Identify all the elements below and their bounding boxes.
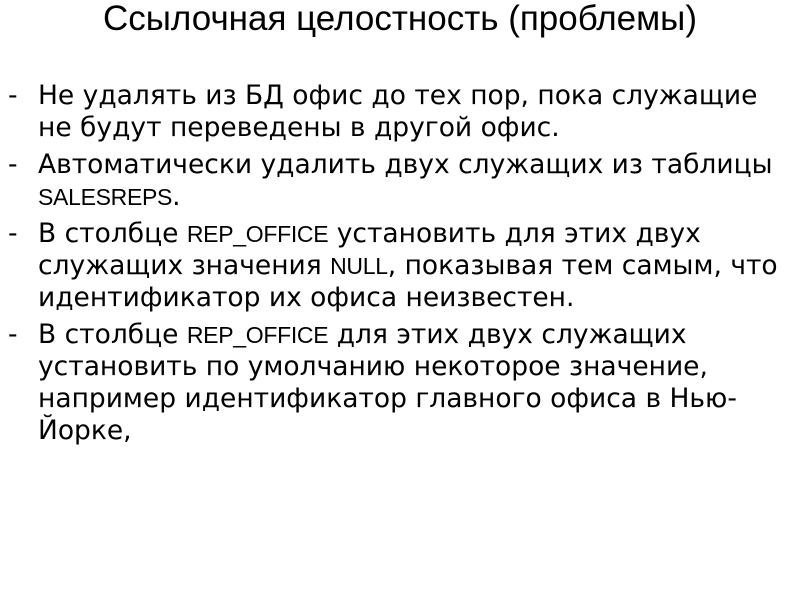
column-name-code: REP_OFFICE <box>186 322 329 348</box>
bullet-dash: - <box>8 218 18 249</box>
table-name-code: SALESREPS <box>38 184 173 210</box>
bullet-text: В столбце <box>38 218 187 249</box>
bullet-text: , показывая тем самым, что идентификатор их офиса неизвестен. <box>38 250 778 313</box>
bullet-item-4 <box>8 319 798 447</box>
bullet-dash: - <box>8 80 18 111</box>
bullet-item-2 <box>8 149 798 213</box>
bullet-text: Автоматически удалить двух служащих из таблицы <box>38 149 773 180</box>
bullet-item-3 <box>8 218 798 314</box>
bullet-dash: - <box>8 149 18 180</box>
null-value-code: NULL <box>330 253 388 279</box>
bullet-dash: - <box>8 319 18 350</box>
bullet-text: . <box>172 181 181 212</box>
bullet-text: Не удалять из БД офис до тех пор, пока служащие не будут переведены в другой офис. <box>38 80 758 143</box>
bullet-text: установить для этих двух служащих значения <box>38 218 701 281</box>
slide-title: Ссылочная целостность (проблемы) <box>103 0 697 38</box>
column-name-code: REP_OFFICE <box>186 221 329 247</box>
bullet-text: для этих двух служащих установить по умолчанию некоторое значение, например идентификатор главного офиса в Нью-Йорке, <box>38 319 737 446</box>
bullet-list <box>8 80 798 452</box>
bullet-text: В столбце <box>38 319 187 350</box>
bullet-item-1 <box>8 80 798 144</box>
